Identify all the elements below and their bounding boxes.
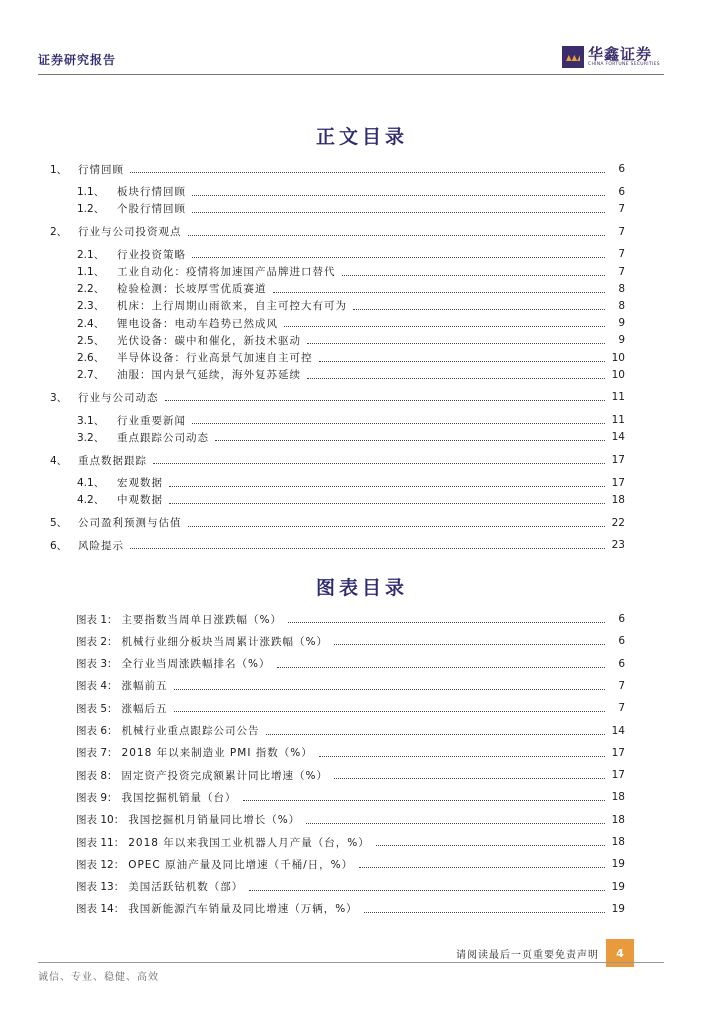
entry-title: 中观数据 xyxy=(117,494,163,507)
entry-page-number: 6 xyxy=(618,163,625,175)
entry-page-number: 18 xyxy=(611,813,625,826)
entry-title: 风险提示 xyxy=(78,539,124,552)
entry-title: 涨幅前五 xyxy=(121,680,168,693)
page-number-badge: 4 xyxy=(606,939,634,967)
entry-number: 2.6、 xyxy=(77,352,105,364)
entry-number: 2.5、 xyxy=(77,334,105,347)
toc-entry[interactable] xyxy=(76,789,625,805)
report-type-label: 证券研究报告 xyxy=(38,53,117,67)
entry-page-number: 14 xyxy=(611,724,625,737)
entry-number: 3、 xyxy=(50,391,68,404)
entry-page-number: 11 xyxy=(611,414,625,427)
entry-title: 行业与公司动态 xyxy=(78,391,159,404)
dot-leader xyxy=(215,439,605,441)
dot-leader xyxy=(273,291,606,293)
dot-leader xyxy=(307,342,605,344)
entry-number: 1.1、 xyxy=(77,266,105,278)
entry-title: 公司盈利预测与估值 xyxy=(78,517,182,530)
entry-page-number: 14 xyxy=(611,431,625,444)
entry-number: 图表 11： xyxy=(76,836,125,849)
entry-number: 4、 xyxy=(50,454,68,467)
toc-entry[interactable] xyxy=(50,537,625,553)
toc-entry[interactable] xyxy=(77,475,625,491)
entry-page-number: 9 xyxy=(618,317,625,330)
entry-title: 2018 年以来我国工业机器人月产量（台，%） xyxy=(128,836,370,849)
entry-title: 我国挖掘机销量（台） xyxy=(121,791,237,804)
dot-leader xyxy=(334,643,605,645)
dot-leader xyxy=(192,211,605,213)
toc-entry[interactable] xyxy=(77,367,625,383)
entry-title: 机床：上行周期山雨欲来，自主可控大有可为 xyxy=(117,300,347,313)
entry-title: 宏观数据 xyxy=(117,477,163,490)
dot-leader xyxy=(342,274,606,276)
entry-number: 2.2、 xyxy=(77,283,105,296)
toc-entry[interactable] xyxy=(50,515,625,531)
entry-page-number: 8 xyxy=(618,282,625,295)
toc-entry[interactable] xyxy=(77,264,625,280)
entry-page-number: 6 xyxy=(618,613,625,625)
entry-page-number: 17 xyxy=(611,454,625,466)
company-slogan: 诚信、专业、稳健、高效 xyxy=(38,972,159,983)
toc-entry[interactable] xyxy=(76,633,625,649)
entry-number: 图表 1： xyxy=(76,613,118,626)
logo-chinese-name: 华鑫证券 xyxy=(588,45,653,63)
dot-leader xyxy=(284,325,605,327)
dot-leader xyxy=(188,234,606,236)
entry-number: 图表 5： xyxy=(76,702,118,715)
toc-entry[interactable] xyxy=(77,492,625,508)
entry-page-number: 7 xyxy=(618,248,625,261)
entry-number: 5、 xyxy=(50,517,68,530)
entry-page-number: 7 xyxy=(618,202,625,215)
logo-mark-icon xyxy=(562,46,584,68)
dot-leader xyxy=(334,777,605,779)
toc-entry[interactable] xyxy=(76,879,625,895)
entry-number: 4.1、 xyxy=(77,477,105,490)
entry-page-number: 9 xyxy=(618,334,625,347)
entry-title: 检验检测：长坡厚雪优质赛道 xyxy=(117,283,267,296)
toc-entry[interactable] xyxy=(77,246,625,262)
toc-entry[interactable] xyxy=(77,429,625,445)
entry-title: 固定资产投资完成额累计同比增速（%） xyxy=(121,769,329,782)
entry-page-number: 6 xyxy=(618,635,625,648)
logo-english-name: CHINA FORTUNE SECURITIES xyxy=(588,62,660,67)
toc-entry[interactable] xyxy=(76,812,625,828)
header-divider xyxy=(38,74,664,75)
toc-entry[interactable] xyxy=(77,281,625,297)
dot-leader xyxy=(243,799,605,801)
toc-entry[interactable] xyxy=(50,161,625,177)
toc-entry[interactable] xyxy=(77,332,625,348)
toc-entry[interactable] xyxy=(76,745,625,761)
entry-number: 图表 12： xyxy=(76,858,125,871)
company-logo xyxy=(562,46,660,68)
entry-number: 2.4、 xyxy=(77,317,105,330)
toc-entry[interactable] xyxy=(77,201,625,217)
entry-title: 机械行业细分板块当周累计涨跌幅（%） xyxy=(121,635,329,648)
dot-leader xyxy=(169,502,605,504)
figures-title: 图表目录 xyxy=(315,577,408,599)
entry-number: 1、 xyxy=(50,163,68,176)
entry-title: 重点跟踪公司动态 xyxy=(117,431,209,444)
dot-leader xyxy=(169,485,605,487)
toc-entry[interactable] xyxy=(50,389,625,405)
entry-number: 4.2、 xyxy=(77,494,105,507)
entry-title: 锂电设备：电动车趋势已然成风 xyxy=(117,317,278,330)
dot-leader xyxy=(266,733,605,735)
entry-page-number: 6 xyxy=(618,185,625,198)
entry-number: 图表 4： xyxy=(76,680,118,693)
toc-entry[interactable] xyxy=(77,298,625,314)
entry-number: 图表 6： xyxy=(76,725,118,737)
toc-entry[interactable] xyxy=(77,412,625,428)
dot-leader xyxy=(130,171,605,173)
entry-title: 主要指数当周单日涨跌幅（%） xyxy=(121,613,283,626)
entry-page-number: 6 xyxy=(618,657,625,670)
toc-title: 正文目录 xyxy=(315,126,408,148)
dot-leader xyxy=(188,525,606,527)
dot-leader xyxy=(174,688,605,690)
entry-title: 美国活跃钻机数（部） xyxy=(128,881,244,894)
entry-page-number: 7 xyxy=(618,265,625,278)
entry-page-number: 8 xyxy=(618,299,625,312)
entry-number: 图表 10： xyxy=(76,814,125,827)
toc-entry[interactable] xyxy=(76,856,625,872)
dot-leader xyxy=(364,911,605,913)
entry-title: 行业重要新闻 xyxy=(117,414,186,427)
entry-page-number: 18 xyxy=(611,791,625,804)
dot-leader xyxy=(319,360,606,362)
entry-number: 图表 3： xyxy=(76,658,118,671)
dot-leader xyxy=(130,547,605,549)
dot-leader xyxy=(174,710,605,712)
entry-title: 行情回顾 xyxy=(78,163,124,176)
entry-number: 图表 7： xyxy=(76,747,118,760)
entry-page-number: 10 xyxy=(611,368,625,381)
entry-page-number: 22 xyxy=(611,516,625,529)
entry-number: 1.1、 xyxy=(77,186,105,199)
entry-title: 行业与公司投资观点 xyxy=(78,226,182,239)
toc-entry[interactable] xyxy=(50,224,625,240)
dot-leader xyxy=(192,256,605,258)
entry-number: 2.1、 xyxy=(77,248,105,261)
toc-entry[interactable] xyxy=(76,901,625,917)
entry-page-number: 19 xyxy=(611,902,625,915)
dot-leader xyxy=(288,621,605,623)
entry-page-number: 7 xyxy=(618,702,625,715)
entry-page-number: 23 xyxy=(611,539,625,552)
toc-entry[interactable] xyxy=(76,611,625,627)
entry-number: 1.2、 xyxy=(77,203,105,216)
toc-entry[interactable] xyxy=(76,678,625,694)
entry-number: 图表 13： xyxy=(76,881,125,894)
entry-title: OPEC 原油产量及同比增速（千桶/日，%） xyxy=(128,858,354,871)
entry-title: 我国挖掘机月销量同比增长（%） xyxy=(128,814,301,827)
entry-page-number: 17 xyxy=(611,769,625,782)
toc-entry[interactable] xyxy=(77,184,625,200)
entry-title: 2018 年以来制造业 PMI 指数（%） xyxy=(121,747,313,760)
dot-leader xyxy=(359,866,605,868)
entry-title: 半导体设备：行业高景气加速自主可控 xyxy=(117,352,313,364)
entry-number: 图表 9： xyxy=(76,791,118,804)
entry-title: 我国新能源汽车销量及同比增速（万辆，%） xyxy=(128,903,358,916)
dot-leader xyxy=(249,889,605,891)
entry-title: 机械行业重点跟踪公司公告 xyxy=(121,725,260,737)
entry-number: 图表 2： xyxy=(76,635,118,648)
entry-page-number: 18 xyxy=(611,493,625,506)
entry-number: 3.1、 xyxy=(77,414,105,427)
dot-leader xyxy=(376,844,605,846)
entry-title: 行业投资策略 xyxy=(117,248,186,261)
entry-number: 3.2、 xyxy=(77,431,105,444)
dot-leader xyxy=(353,308,605,310)
toc-entry[interactable] xyxy=(77,315,625,331)
dot-leader xyxy=(319,755,605,757)
entry-title: 个股行情回顾 xyxy=(117,203,186,216)
entry-page-number: 11 xyxy=(611,391,625,404)
entry-number: 图表 8： xyxy=(76,769,118,782)
entry-title: 光伏设备：碳中和催化，新技术驱动 xyxy=(117,334,301,347)
dot-leader xyxy=(192,194,605,196)
dot-leader xyxy=(277,666,605,668)
entry-number: 图表 14： xyxy=(76,903,125,916)
entry-page-number: 17 xyxy=(611,746,625,759)
entry-page-number: 19 xyxy=(611,880,625,893)
entry-title: 涨幅后五 xyxy=(121,702,168,715)
entry-page-number: 7 xyxy=(618,225,625,238)
entry-title: 全行业当周涨跌幅排名（%） xyxy=(121,658,271,671)
entry-page-number: 18 xyxy=(611,836,625,848)
entry-number: 2.7、 xyxy=(77,369,105,382)
entry-title: 板块行情回顾 xyxy=(117,186,186,199)
toc-entry[interactable] xyxy=(76,834,625,850)
toc-entry[interactable] xyxy=(77,350,625,366)
entry-title: 重点数据跟踪 xyxy=(78,454,147,467)
dot-leader xyxy=(307,377,605,379)
entry-number: 2、 xyxy=(50,226,68,239)
entry-page-number: 10 xyxy=(611,351,625,364)
toc-entry[interactable] xyxy=(76,767,625,783)
dot-leader xyxy=(165,399,606,401)
disclaimer-note: 请阅读最后一页重要免责声明 xyxy=(456,950,599,961)
entry-number: 6、 xyxy=(50,539,68,552)
entry-number: 2.3、 xyxy=(77,300,105,313)
toc-entry[interactable] xyxy=(76,723,625,739)
dot-leader xyxy=(192,422,605,424)
toc-entry[interactable] xyxy=(50,452,625,468)
footer-divider xyxy=(38,962,664,963)
entry-title: 油服：国内景气延续，海外复苏延续 xyxy=(117,369,301,382)
dot-leader xyxy=(153,462,605,464)
toc-entry[interactable] xyxy=(76,700,625,716)
entry-page-number: 7 xyxy=(618,679,625,692)
dot-leader xyxy=(306,822,605,824)
entry-page-number: 19 xyxy=(611,858,625,871)
entry-page-number: 17 xyxy=(611,476,625,489)
toc-entry[interactable] xyxy=(76,656,625,672)
entry-title: 工业自动化：疫情将加速国产品牌进口替代 xyxy=(117,266,336,278)
